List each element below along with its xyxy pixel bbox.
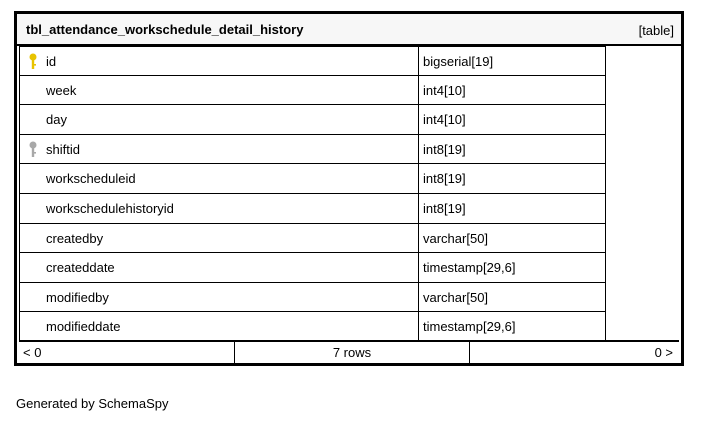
column-name[interactable]: createddate: [46, 260, 115, 276]
column-name[interactable]: modifieddate: [46, 319, 121, 335]
column-list: [19, 46, 606, 342]
column-row: [19, 253, 606, 283]
generated-by-text: Generated by SchemaSpy: [16, 396, 169, 411]
column-name[interactable]: modifiedby: [46, 289, 109, 305]
table-header: [17, 14, 681, 46]
column-type: int4[10]: [418, 76, 606, 105]
column-row: [19, 135, 606, 165]
column-type: varchar[50]: [418, 283, 606, 312]
parent-count[interactable]: < 0: [19, 342, 235, 363]
column-name[interactable]: createdby: [46, 230, 104, 246]
column-name[interactable]: shiftid: [46, 141, 80, 157]
column-name[interactable]: workschedulehistoryid: [46, 200, 174, 216]
column-type: varchar[50]: [418, 224, 606, 253]
column-row: [19, 224, 606, 254]
column-type: int8[19]: [418, 135, 606, 164]
column-row: [19, 312, 606, 342]
column-name[interactable]: week: [46, 82, 77, 98]
table-type-label: [table]: [638, 23, 674, 38]
child-count[interactable]: 0 >: [654, 345, 673, 360]
column-name[interactable]: id: [46, 54, 57, 69]
column-row: [19, 46, 606, 76]
column-row: [19, 283, 606, 313]
table-name[interactable]: tbl_attendance_workschedule_detail_history: [26, 22, 304, 37]
column-type: timestamp[29,6]: [418, 312, 606, 341]
row-count: 7 rows: [235, 342, 470, 363]
column-row: [19, 194, 606, 224]
column-row: [19, 164, 606, 194]
column-row: [19, 105, 606, 135]
table-footer: [19, 340, 679, 363]
column-row: [19, 76, 606, 106]
foreign-key-icon: [28, 141, 38, 158]
primary-key-icon: [28, 53, 38, 70]
column-type: int8[19]: [418, 194, 606, 223]
column-type: int8[19]: [418, 164, 606, 193]
column-type: timestamp[29,6]: [418, 253, 606, 282]
column-type: int4[10]: [418, 105, 606, 134]
schema-table: [14, 11, 684, 366]
column-name[interactable]: day: [46, 112, 67, 128]
column-name[interactable]: workscheduleid: [46, 171, 136, 187]
column-type: bigserial[19]: [418, 47, 606, 75]
